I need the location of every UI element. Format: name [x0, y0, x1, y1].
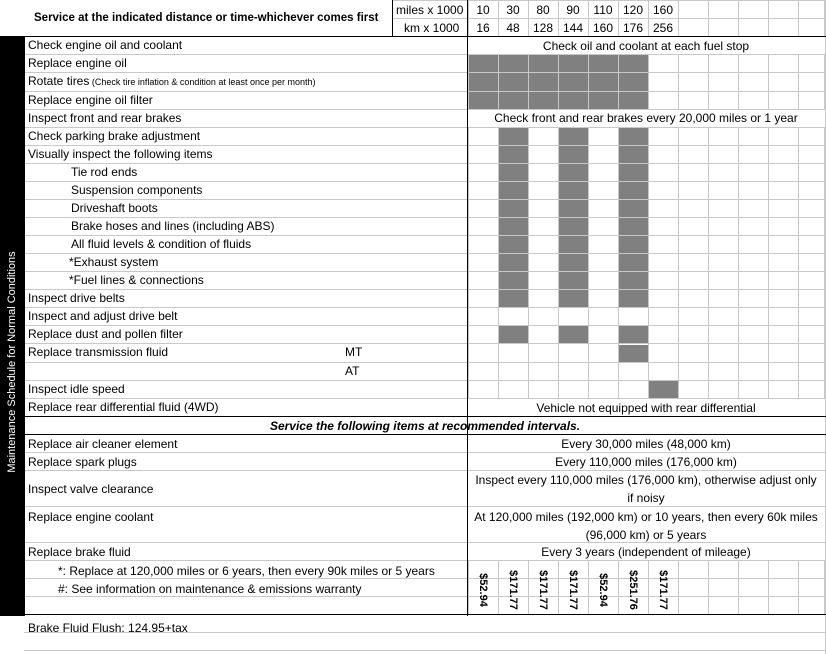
table-title: Service at the indicated distance or time-whichever comes first — [34, 12, 379, 24]
service-cell-shaded — [498, 326, 528, 343]
rec-interval-engine-coolant-2: (96,000 km) or 5 years — [585, 528, 707, 542]
sidebar-band — [0, 36, 24, 616]
row-label: Replace dust and pollen filter — [28, 327, 183, 341]
grid-line — [498, 54, 499, 109]
grid-line — [528, 54, 529, 109]
grid-line — [558, 54, 559, 109]
row-note: (Check tire inflation & condition at least once per month) — [89, 77, 316, 87]
row-label: Inspect idle speed — [28, 382, 125, 396]
table-border — [24, 36, 25, 616]
km-header-cell: 160 — [592, 21, 614, 35]
service-cell-shaded — [528, 55, 558, 109]
service-cost-label: $52.94 — [477, 573, 489, 607]
oil-coolant-note: Check oil and coolant at each fuel stop — [542, 39, 750, 53]
km-header-cell: 128 — [532, 21, 554, 35]
row-label: Replace transmission fluid — [28, 345, 169, 359]
service-cell-shaded — [498, 55, 528, 109]
grid-line — [708, 54, 709, 109]
grid-line — [678, 560, 679, 614]
service-cell-shaded — [648, 380, 678, 398]
grid-line — [618, 54, 619, 109]
grid-line — [678, 54, 679, 109]
rec-interval-engine-coolant-1: At 120,000 miles (192,000 km) or 10 years, then every 60k miles — [474, 510, 818, 524]
row-label: Inspect drive belts — [28, 291, 125, 305]
service-cell-shaded — [588, 55, 618, 109]
brakes-note: Check front and rear brakes every 20,000 miles or 1 year — [494, 111, 798, 125]
recommended-header: Service the following items at recommended intervals. — [269, 419, 581, 433]
row-label: Tie rod ends — [71, 165, 138, 179]
transmission-type-label: MT — [345, 345, 363, 359]
grid-line — [648, 127, 649, 398]
row-label: Suspension components — [71, 183, 203, 197]
grid-line — [798, 127, 799, 398]
service-cell-shaded — [498, 128, 528, 308]
grid-line — [618, 127, 619, 398]
grid-line — [468, 54, 469, 109]
service-cell-shaded — [558, 128, 588, 308]
miles-header-cell: 120 — [622, 3, 644, 17]
service-cell-shaded — [618, 345, 648, 362]
grid-line — [678, 0, 679, 36]
grid-line — [468, 127, 469, 398]
km-header-cell: 144 — [562, 21, 584, 35]
grid-line — [768, 560, 769, 614]
table-border — [24, 614, 826, 615]
service-cost-label: $52.94 — [597, 573, 609, 607]
grid-line — [24, 163, 826, 164]
service-cost — [498, 566, 528, 614]
grid-line — [798, 0, 799, 36]
grid-line — [558, 127, 559, 398]
grid-line — [588, 54, 589, 109]
grid-line — [768, 127, 769, 398]
service-cell-shaded — [558, 326, 588, 343]
row-label: Inspect and adjust drive belt — [28, 309, 178, 323]
row-label: Inspect front and rear brakes — [28, 111, 182, 125]
row-label: Brake hoses and lines (including ABS) — [71, 219, 275, 233]
miles-header-cell: 160 — [652, 3, 674, 17]
grid-line — [798, 560, 799, 614]
grid-line — [738, 560, 739, 614]
row-label: *Exhaust system — [69, 255, 159, 269]
footnote-hash: #: See information on maintenance & emissions warranty — [58, 582, 362, 596]
service-cost — [588, 566, 618, 614]
rec-interval-valve-clearance-1: Inspect every 110,000 miles (176,000 km), otherwise adjust only — [475, 473, 817, 487]
row-label: Replace engine oil — [28, 56, 127, 70]
sidebar-label: Maintenance Schedule for Normal Conditions — [6, 251, 18, 473]
service-cell-shaded — [618, 326, 648, 343]
service-cell-shaded — [618, 55, 648, 109]
rec-label-engine-coolant: Replace engine coolant — [28, 510, 154, 524]
grid-line — [738, 127, 739, 398]
service-cost-label: $171.77 — [507, 570, 519, 610]
service-cost — [618, 566, 648, 614]
service-cost — [468, 566, 498, 614]
row-label: Check parking brake adjustment — [28, 129, 201, 143]
grid-line — [498, 127, 499, 398]
miles-header-cell: 10 — [476, 3, 490, 17]
km-header-cell: 176 — [622, 21, 644, 35]
miles-header-cell: 110 — [593, 3, 613, 17]
row-label: Replace rear differential fluid (4WD) — [28, 400, 219, 414]
service-cost — [528, 566, 558, 614]
service-cost-label: $171.77 — [537, 570, 549, 610]
km-unit-label: km x 1000 — [404, 21, 460, 35]
transmission-type-label: AT — [345, 364, 360, 378]
service-cell-shaded — [558, 55, 588, 109]
rec-interval-air-cleaner: Every 30,000 miles (48,000 km) — [561, 437, 731, 451]
grid-line — [648, 54, 649, 109]
miles-header-cell: 90 — [566, 3, 580, 17]
grid-line — [24, 650, 826, 651]
service-cost — [648, 566, 678, 614]
grid-line — [768, 54, 769, 109]
service-cost-label: $171.77 — [567, 570, 579, 610]
row-label: Driveshaft boots — [71, 201, 158, 215]
rec-label-spark-plugs: Replace spark plugs — [28, 455, 137, 469]
rec-interval-brake-fluid: Every 3 years (independent of mileage) — [541, 545, 751, 559]
grid-line — [768, 0, 769, 36]
rec-interval-valve-clearance-2: if noisy — [627, 491, 665, 505]
grid-line — [528, 127, 529, 398]
row-label: All fluid levels & condition of fluids — [71, 237, 252, 251]
service-cost-label: $251.76 — [627, 570, 639, 610]
rear-diff-note: Vehicle not equipped with rear differential — [536, 401, 756, 415]
row-label: Rotate tires (Check tire inflation & condition at least once per month) — [28, 74, 316, 88]
miles-header-cell: 80 — [536, 3, 550, 17]
footnote-star: *: Replace at 120,000 miles or 6 years, then every 90k miles or 5 years — [58, 564, 435, 578]
grid-line — [24, 380, 826, 381]
service-cell-shaded — [468, 55, 498, 109]
grid-line — [798, 54, 799, 109]
rec-label-air-cleaner: Replace air cleaner element — [28, 437, 178, 451]
grid-line — [708, 127, 709, 398]
brake-fluid-flush-note: Brake Fluid Flush: 124.95+tax — [28, 621, 188, 635]
rec-interval-spark-plugs: Every 110,000 miles (176,000 km) — [555, 455, 737, 469]
row-label: *Fuel lines & connections — [69, 273, 204, 287]
grid-line — [738, 54, 739, 109]
km-header-cell: 48 — [506, 21, 520, 35]
service-cost-label: $171.77 — [657, 570, 669, 610]
row-label: Check engine oil and coolant — [28, 38, 183, 52]
table-border — [392, 0, 393, 36]
grid-line — [588, 127, 589, 398]
service-cell-shaded — [618, 128, 648, 308]
row-label: Replace engine oil filter — [28, 93, 153, 107]
grid-line — [738, 0, 739, 36]
grid-line — [678, 127, 679, 398]
km-header-cell: 16 — [476, 21, 490, 35]
grid-line — [24, 362, 826, 363]
grid-line — [708, 560, 709, 614]
grid-line — [708, 0, 709, 36]
row-label: Visually inspect the following items — [28, 147, 213, 161]
miles-unit-label: miles x 1000 — [396, 3, 464, 17]
rec-label-valve-clearance: Inspect valve clearance — [28, 482, 154, 496]
grid-line — [24, 289, 826, 290]
miles-header-cell: 30 — [506, 3, 520, 17]
km-header-cell: 256 — [652, 21, 674, 35]
service-cost — [558, 566, 588, 614]
rec-label-brake-fluid: Replace brake fluid — [28, 545, 131, 559]
